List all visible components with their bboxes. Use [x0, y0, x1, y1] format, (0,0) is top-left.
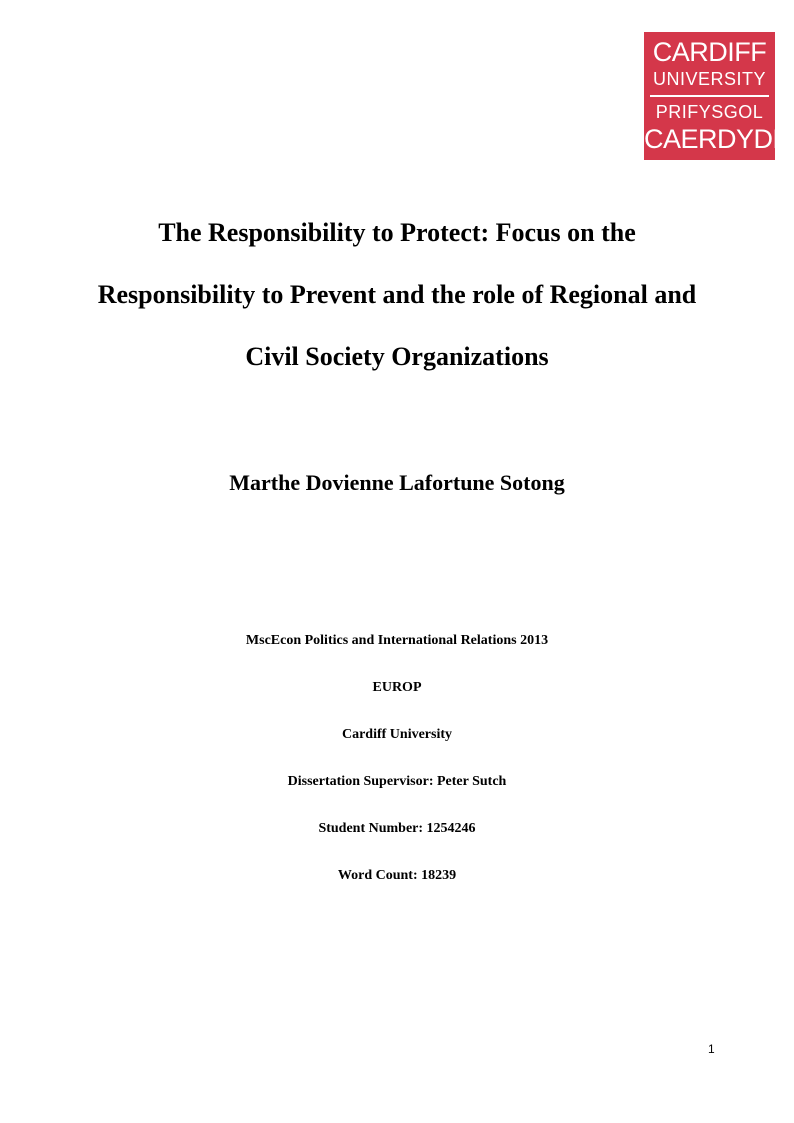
author-name: Marthe Dovienne Lafortune Sotong — [229, 470, 565, 495]
logo-text-cardiff: CARDIFF — [652, 37, 767, 67]
university-line: Cardiff University — [341, 727, 453, 742]
dissertation-info — [60, 627, 734, 909]
department-line: EUROP — [372, 680, 422, 695]
cardiff-university-logo — [644, 32, 792, 160]
programme-line: MscEcon Politics and International Relations 2013 — [245, 633, 549, 648]
page-number: 1 — [708, 1042, 715, 1056]
title-line-3: Civil Society Organizations — [245, 342, 549, 371]
word-count-line: Word Count: 18239 — [337, 868, 457, 883]
logo-divider — [650, 95, 769, 97]
logo-text-prifysgol: PRIFYSGOL — [655, 102, 764, 122]
supervisor-line: Dissertation Supervisor: Peter Sutch — [287, 774, 507, 789]
student-number-line: Student Number: 1254246 — [318, 821, 476, 836]
logo-text-university: UNIVERSITY — [652, 69, 767, 89]
title-line-1: The Responsibility to Protect: Focus on the — [158, 218, 636, 247]
logo-text-caerdydd: CAERDYDD — [644, 124, 792, 154]
title-line-2: Responsibility to Prevent and the role of Regional and — [97, 280, 697, 309]
document-title — [60, 202, 734, 388]
